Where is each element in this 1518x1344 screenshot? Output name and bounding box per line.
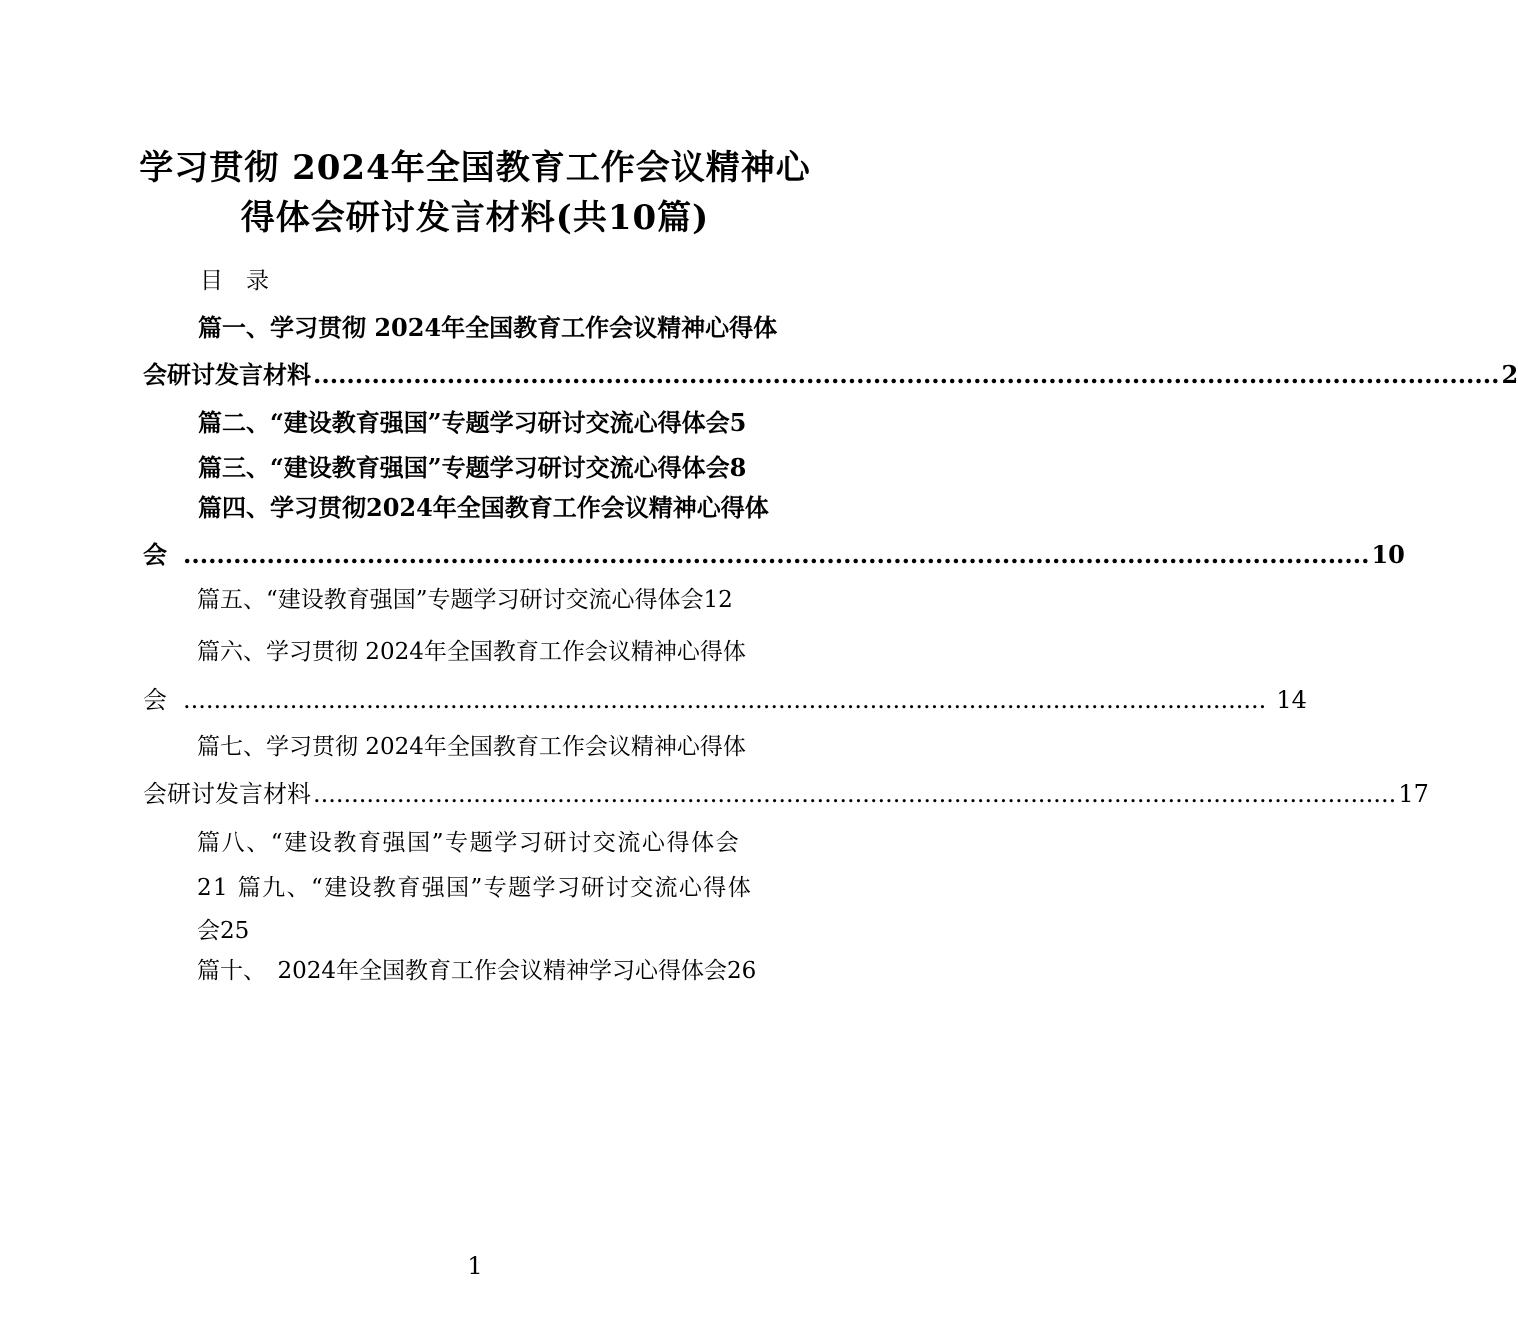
toc-entry-8-line-1: 篇八、“建设教育强国”专题学习研讨交流心得体会: [197, 830, 741, 856]
toc-entry-8-line-2: 21 篇九、“建设教育强国”专题学习研讨交流心得体: [197, 875, 753, 901]
toc-entry-7-leader: ..............................................................................................................................................: [313, 780, 1397, 808]
toc-entry-4-text: 会: [143, 540, 167, 569]
document-title-line-2: 得体会研讨发言材料(共10篇): [240, 198, 710, 238]
toc-entry-6-line-2: [143, 685, 1307, 715]
toc-entry-6-page: 14: [1276, 686, 1307, 714]
toc-entry-4-line-2: [143, 540, 1405, 570]
toc-entry-6-line-1: 篇六、学习贯彻 2024年全国教育工作会议精神心得体: [197, 639, 746, 665]
toc-heading: 目 录: [200, 268, 269, 294]
document-title-line-1: 学习贯彻 2024年全国教育工作会议精神心: [139, 148, 811, 188]
toc-entry-1-text: 会研讨发言材料: [143, 360, 311, 389]
toc-entry-2: 篇二、“建设教育强国”专题学习研讨交流心得体会5: [198, 408, 747, 437]
toc-entry-5: 篇五、“建设教育强国”专题学习研讨交流心得体会12: [197, 587, 733, 613]
toc-entry-1-line-2: [143, 360, 1518, 390]
toc-entry-7-line-1: 篇七、学习贯彻 2024年全国教育工作会议精神心得体: [197, 734, 746, 760]
toc-entry-6-text: 会: [143, 686, 167, 714]
toc-entry-4-page: 10: [1371, 540, 1405, 569]
page-number: 1: [467, 1252, 483, 1280]
toc-entry-10: 篇十、 2024年全国教育工作会议精神学习心得体会26: [197, 958, 757, 984]
toc-entry-3: 篇三、“建设教育强国”专题学习研讨交流心得体会8: [198, 453, 747, 482]
toc-entry-1-leader: ..............................................................................................................................................: [313, 360, 1500, 389]
toc-entry-1-line-1: 篇一、学习贯彻 2024年全国教育工作会议精神心得体: [198, 313, 778, 342]
toc-entry-7-page: 17: [1398, 780, 1429, 808]
toc-entry-1-page: 2: [1501, 360, 1518, 389]
toc-entry-4-leader: ..............................................................................................................................................: [183, 540, 1370, 569]
toc-entry-7-text: 会研讨发言材料: [143, 780, 311, 808]
toc-entry-7-line-2: [143, 779, 1429, 809]
toc-entry-4-line-1: 篇四、学习贯彻2024年全国教育工作会议精神心得体: [198, 493, 769, 522]
toc-entry-9-line-3: 会25: [197, 918, 250, 944]
toc-entry-6-leader: ..............................................................................................................................................: [183, 686, 1267, 714]
